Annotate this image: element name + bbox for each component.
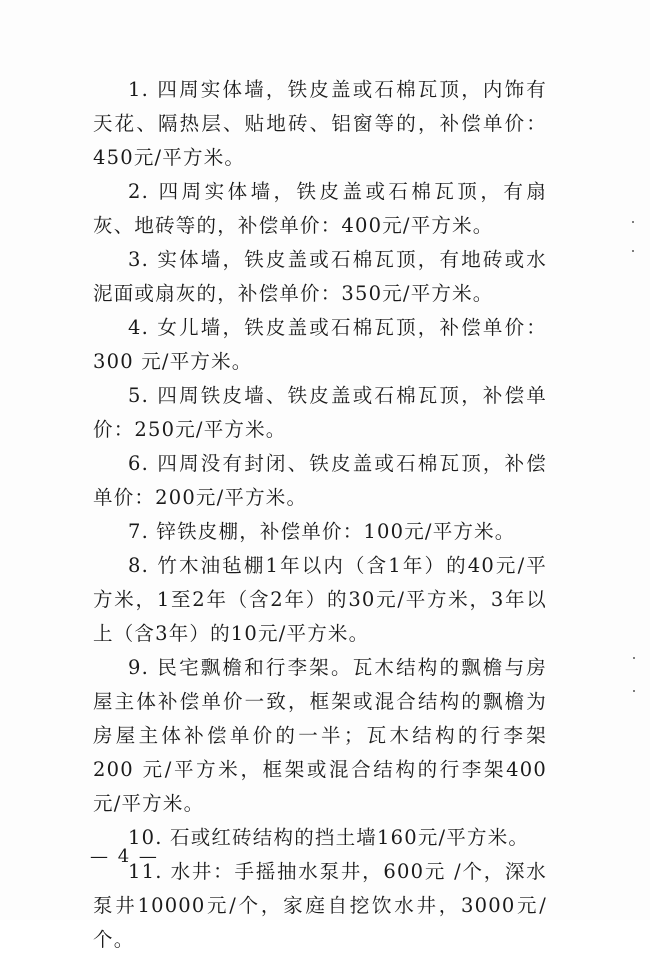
document-body: [93, 73, 547, 957]
compensation-item-11: 11. 水井：手摇抽水泵井，600元 /个，深水泵井10000元/个，家庭自挖饮水井，3000元/个。: [93, 860, 547, 951]
page-number: — 4 —: [90, 846, 159, 867]
compensation-item-5: 5. 四周铁皮墙、铁皮盖或石棉瓦顶，补偿单价：250元/平方米。: [93, 384, 547, 441]
compensation-item-8: 8. 竹木油毡棚1年以内（含1年）的40元/平方米，1至2年（含2年）的30元/平方米，3年以上（含3年）的10元/平方米。: [93, 554, 547, 645]
compensation-item-6: 6. 四周没有封闭、铁皮盖或石棉瓦顶，补偿单价：200元/平方米。: [93, 452, 547, 509]
compensation-item-2: 2. 四周实体墙，铁皮盖或石棉瓦顶，有扇灰、地砖等的，补偿单价：400元/平方米。: [93, 180, 547, 237]
compensation-item-4: 4. 女儿墙，铁皮盖或石棉瓦顶，补偿单价：300 元/平方米。: [93, 316, 547, 373]
scan-speck-mark: [633, 690, 635, 692]
compensation-item-10: 10. 石或红砖结构的挡土墙160元/平方米。: [128, 826, 530, 849]
compensation-item-1: 1. 四周实体墙，铁皮盖或石棉瓦顶，内饰有天花、隔热层、贴地砖、铝窗等的，补偿单价：450元/平方米。: [93, 78, 547, 169]
compensation-item-3: 3. 实体墙，铁皮盖或石棉瓦顶，有地砖或水泥面或扇灰的，补偿单价：350元/平方米。: [93, 248, 547, 305]
scan-speck-mark: [633, 657, 635, 659]
compensation-item-7: 7. 锌铁皮棚，补偿单价：100元/平方米。: [128, 520, 516, 543]
scan-speck-mark: [632, 250, 634, 252]
scan-speck-mark: [632, 221, 634, 223]
compensation-item-9: 9. 民宅飘檐和行李架。瓦木结构的飘檐与房屋主体补偿单价一致，框架或混合结构的飘檐为房屋主体补偿单价的一半；瓦木结构的行李架 200 元/平方米，框架或混合结构的行李架400元/平方米。: [93, 656, 547, 815]
